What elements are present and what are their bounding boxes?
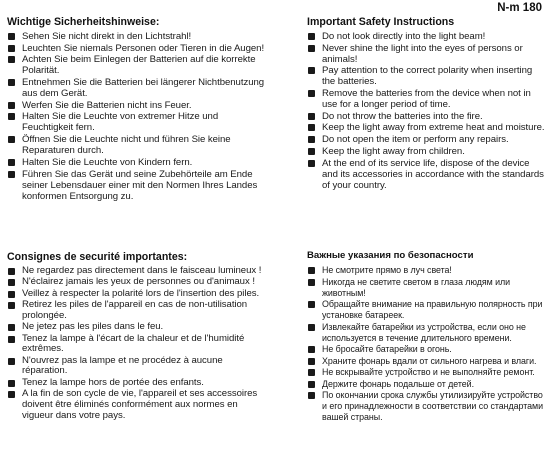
list-item: Храните фонарь вдали от сильного нагрева и влаги. xyxy=(307,356,545,367)
list-item: По окончании срока службы утилизируйте устройство и его принадлежности в соответствии со стандартами вашей страны. xyxy=(307,390,545,423)
list-item: Achten Sie beim Einlegen der Batterien auf die korrekte Polarität. xyxy=(7,54,269,76)
list-item: Halten Sie die Leuchte von extremer Hitze und Feuchtigkeit fern. xyxy=(7,111,269,133)
english-safety-section xyxy=(307,16,545,191)
list-item: Never shine the light into the eyes of persons or animals! xyxy=(307,43,545,65)
list-item: Keep the light away from children. xyxy=(307,146,545,157)
list-item: Держите фонарь подальше от детей. xyxy=(307,379,545,390)
list-item: Führen Sie das Gerät und seine Zubehörteile am Ende seiner Lebensdauer einer mit den Normen Ihres Landes konformen Entsorgung zu. xyxy=(7,169,269,202)
list-item: Pay attention to the correct polarity when inserting the batteries. xyxy=(307,65,545,87)
list-item: Öffnen Sie die Leuchte nicht und führen Sie keine Reparaturen durch. xyxy=(7,134,269,156)
list-item: Tenez la lampe à l'écart de la chaleur et de l'humidité extrêmes. xyxy=(7,334,269,355)
list-item: Remove the batteries from the device when not in use for a longer period of time. xyxy=(307,88,545,110)
list-item: Entnehmen Sie die Batterien bei längerer Nichtbenutzung aus dem Gerät. xyxy=(7,77,269,99)
instruction-list xyxy=(307,265,545,423)
list-item: Tenez la lampe hors de portée des enfants. xyxy=(7,378,269,389)
list-item: Ne jetez pas les piles dans le feu. xyxy=(7,322,269,333)
list-item: Никогда не светите светом в глаза людям или животным! xyxy=(307,277,545,299)
section-heading: Important Safety Instructions xyxy=(307,16,455,28)
model-number: N-m 180 xyxy=(497,2,542,14)
list-item: A la fin de son cycle de vie, l'appareil et ses accessoires doivent être éliminés conformément aux normes en vigueur dans votre pays. xyxy=(7,389,269,421)
list-item: At the end of its service life, dispose of the device and its accessories in accordance with the standards of your country. xyxy=(307,158,545,191)
list-item: Обращайте внимание на правильную полярность при установке батареек. xyxy=(307,299,545,321)
list-item: Do not throw the batteries into the fire. xyxy=(307,111,545,122)
list-item: Keep the light away from extreme heat and moisture. xyxy=(307,122,545,133)
list-item: Sehen Sie nicht direkt in den Lichtstrahl! xyxy=(7,31,269,42)
french-safety-section xyxy=(7,251,269,422)
instruction-list xyxy=(307,31,545,191)
section-heading: Важные указания по безопасности xyxy=(307,250,474,261)
list-item: Veillez à respecter la polarité lors de l'insertion des piles. xyxy=(7,289,269,300)
list-item: Do not open the item or perform any repairs. xyxy=(307,134,545,145)
list-item: N'éclairez jamais les yeux de personnes ou d'animaux ! xyxy=(7,277,269,288)
list-item: Не вскрывайте устройство и не выполняйте ремонт. xyxy=(307,367,545,378)
instruction-list xyxy=(7,31,269,202)
instruction-list xyxy=(7,266,269,421)
list-item: N'ouvrez pas la lampe et ne procédez à aucune réparation. xyxy=(7,356,269,377)
list-item: Не смотрите прямо в луч света! xyxy=(307,265,545,276)
section-heading: Consignes de securité importantes: xyxy=(7,251,188,263)
list-item: Retirez les piles de l'appareil en cas de non-utilisation prolongée. xyxy=(7,300,269,321)
russian-safety-section xyxy=(307,250,545,424)
list-item: Werfen Sie die Batterien nicht ins Feuer. xyxy=(7,100,269,111)
list-item: Leuchten Sie niemals Personen oder Tieren in die Augen! xyxy=(7,43,269,54)
german-safety-section xyxy=(7,16,269,202)
list-item: Извлекайте батарейки из устройства, если оно не используется в течение длительного времени. xyxy=(307,322,545,344)
list-item: Halten Sie die Leuchte von Kindern fern. xyxy=(7,157,269,168)
list-item: Ne regardez pas directement dans le faisceau lumineux ! xyxy=(7,266,269,277)
list-item: Не бросайте батарейки в огонь. xyxy=(307,344,545,355)
section-heading: Wichtige Sicherheitshinweise: xyxy=(7,16,160,28)
list-item: Do not look directly into the light beam! xyxy=(307,31,545,42)
